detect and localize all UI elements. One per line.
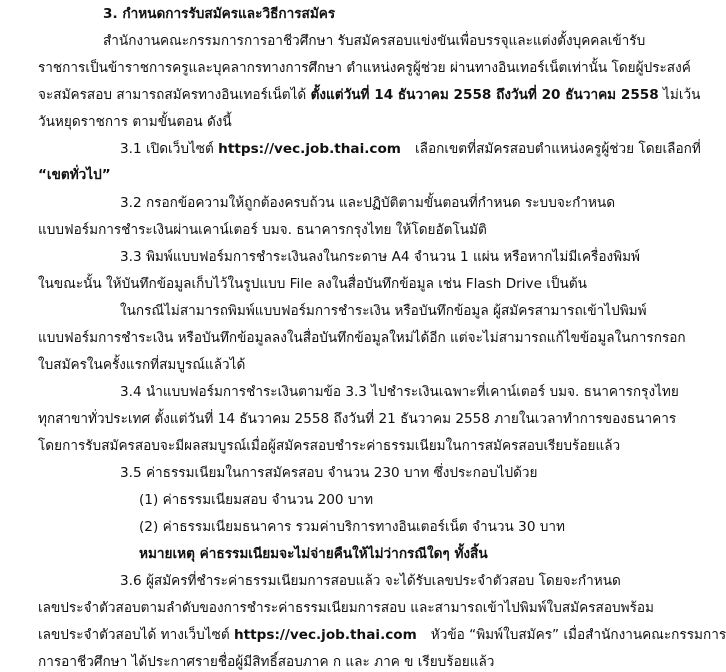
step-3-3-line-5: ใบสมัครในครั้งแรกที่สมบูรณ์แล้วได้ (38, 357, 246, 373)
step-3-1-line-1 (120, 139, 701, 159)
step-3-6-line-2: เลขประจำตัวสอบตามลำดับของการชำระค่าธรรมเนียมการสอบ และสามารถเข้าไปพิมพ์ใบสมัครสอบพร้อม (38, 600, 655, 616)
website-link[interactable]: https://vec.job.thai.com (218, 141, 401, 157)
step-3-3-line-3: ในกรณีไม่สามารถพิมพ์แบบฟอร์มการชำระเงิน หรือบันทึกข้อมูล ผู้สมัครสามารถเข้าไปพิมพ์ (120, 303, 647, 319)
intro-line-4: วันหยุดราชการ ตามขั้นตอน ดังนี้ (38, 114, 232, 130)
step-3-4-line-1: 3.4 นำแบบฟอร์มการชำระเงินตามข้อ 3.3 ไปชำระเงินเฉพาะที่เคาน์เตอร์ บมจ. ธนาคารกรุงไทย (120, 384, 679, 400)
intro-line-1: สำนักงานคณะกรรมการการอาชีวศึกษา รับสมัครสอบแข่งขันเพื่อบรรจุและแต่งตั้งบุคคลเข้ารับ (103, 33, 646, 49)
section-heading: 3. กำหนดการรับสมัครและวิธีการสมัคร (103, 6, 336, 22)
step-3-6-line-3 (38, 625, 726, 645)
step-3-4-line-3: โดยการรับสมัครสอบจะมีผลสมบูรณ์เมื่อผู้สมัครสอบชำระค่าธรรมเนียมในการสมัครสอบเรียบร้อยแล้ว (38, 438, 621, 454)
step-3-6-tail: หัวข้อ “พิมพ์ใบสมัคร” เมื่อสำนักงานคณะกรรมการ (430, 627, 726, 643)
step-3-3-line-2: ในขณะนั้น ให้บันทึกข้อมูลเก็บไว้ในรูปแบบ File ลงในสื่อบันทึกข้อมูล เช่น Flash Drive เป็นต้น (38, 276, 587, 292)
step-3-6-line-4: การอาชีวศึกษา ได้ประกาศรายชื่อผู้มีสิทธิ์สอบภาค ก และ ภาค ข เรียบร้อยแล้ว (38, 654, 495, 670)
fee-item-exam: (1) ค่าธรรมเนียมสอบ จำนวน 200 บาท (139, 492, 374, 508)
step-3-4-line-2: ทุกสาขาทั่วประเทศ ตั้งแต่วันที่ 14 ธันวาคม 2558 ถึงวันที่ 21 ธันวาคม 2558 ภายในเวลาทำการของธนาคาร (38, 411, 677, 427)
website-link-2[interactable]: https://vec.job.thai.com (234, 627, 417, 643)
step-3-1-tail: เลือกเขตที่สมัครสอบตำแหน่งครูผู้ช่วย โดยเลือกที่ (414, 141, 701, 157)
step-3-6-line-1: 3.6 ผู้สมัครที่ชำระค่าธรรมเนียมการสอบแล้ว จะได้รับเลขประจำตัวสอบ โดยจะกำหนด (120, 573, 621, 589)
fee-item-bank: (2) ค่าธรรมเนียมธนาคาร รวมค่าบริการทางอินเตอร์เน็ต จำนวน 30 บาท (139, 519, 566, 535)
intro-line-3-text: จะสมัครสอบ สามารถสมัครทางอินเทอร์เน็ตได้ (38, 87, 307, 103)
step-3-2-line-2: แบบฟอร์มการชำระเงินผ่านเคาน์เตอร์ บมจ. ธนาคารกรุงไทย ให้โดยอัตโนมัติ (38, 222, 487, 238)
fee-note: หมายเหตุ ค่าธรรมเนียมจะไม่จ่ายคืนให้ไม่ว่ากรณีใดๆ ทั้งสิ้น (139, 546, 488, 562)
application-period: ตั้งแต่วันที่ 14 ธันวาคม 2558 ถึงวันที่ 20 ธันวาคม 2558 (310, 87, 659, 103)
step-3-6-text: เลขประจำตัวสอบได้ ทางเว็บไซต์ (38, 627, 230, 643)
general-zone-label: “เขตทั่วไป” (38, 167, 111, 183)
intro-line-3 (38, 85, 701, 105)
intro-line-2: ราชการเป็นข้าราชการครูและบุคลากรทางการศึกษา ตำแหน่งครูผู้ช่วย ผ่านทางอินเทอร์เน็ตเท่านั้น โดยผู้ประสงค์ (38, 60, 691, 76)
step-3-5-line-1: 3.5 ค่าธรรมเนียมในการสมัครสอบ จำนวน 230 บาท ซึ่งประกอบไปด้วย (120, 465, 538, 481)
step-3-3-line-4: แบบฟอร์มการชำระเงิน หรือบันทึกข้อมูลลงในสื่อบันทึกข้อมูลใหม่ได้อีก แต่จะไม่สามารถแก้ไขข้อมูลในการกรอก (38, 330, 686, 346)
step-3-3-line-1: 3.3 พิมพ์แบบฟอร์มการชำระเงินลงในกระดาษ A4 จำนวน 1 แผ่น หรือหากไม่มีเครื่องพิมพ์ (120, 249, 641, 265)
step-3-1-text: 3.1 เปิดเว็บไซต์ (120, 141, 214, 157)
intro-line-3-tail: ไม่เว้น (663, 87, 701, 103)
step-3-2-line-1: 3.2 กรอกข้อความให้ถูกต้องครบถ้วน และปฏิบัติตามขั้นตอนที่กำหนด ระบบจะกำหนด (120, 195, 616, 211)
